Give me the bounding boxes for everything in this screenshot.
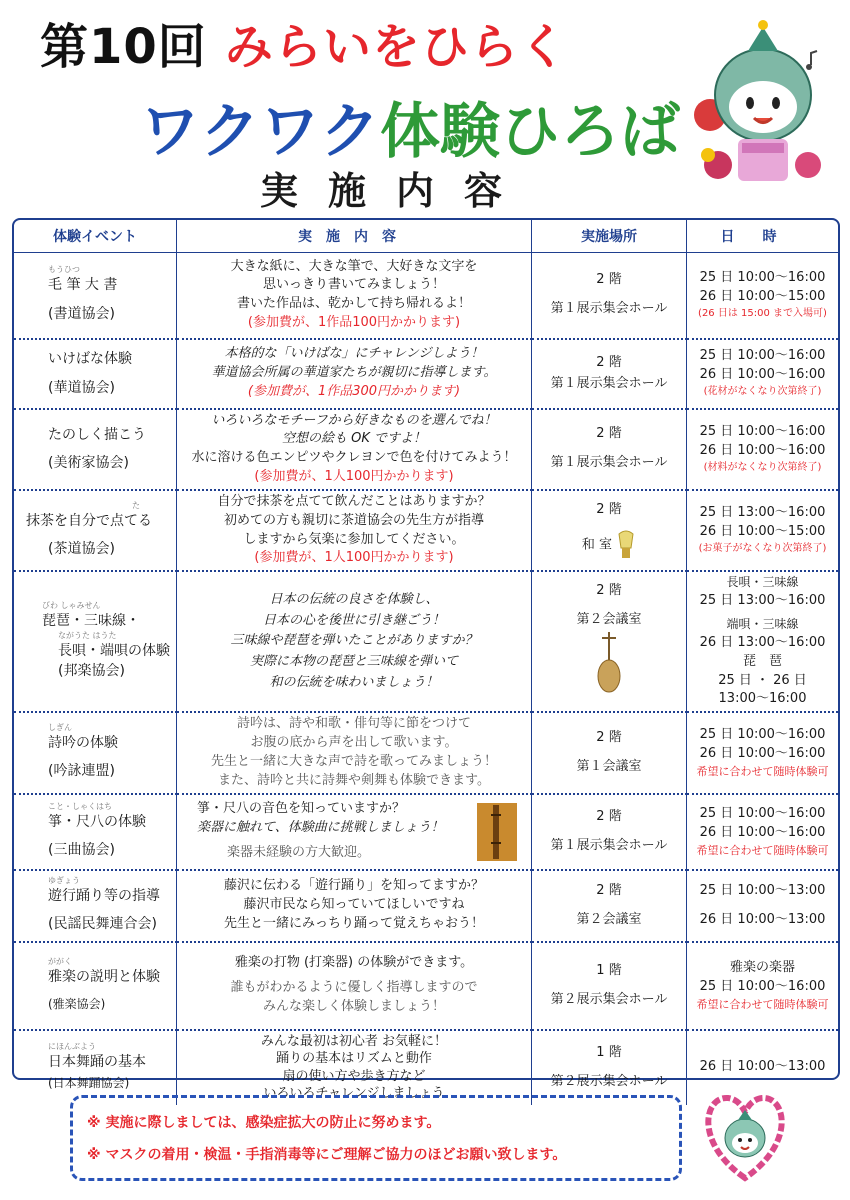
event-ruby: にほんぶよう [48,1042,96,1052]
venue-cell [532,571,687,712]
content-line: 書いた作品は、乾かして持ち帰れるよ！ [236,296,471,312]
content-line: 踊りの基本はリズムと動作 [276,1051,432,1067]
venue-floor: 2 階 [596,808,622,824]
content-line: 和の伝統を味わいましょう！ [269,674,439,690]
table-row [14,870,838,942]
event-name: 遊行踊り等の指導 [48,887,160,904]
venue-cell [532,490,687,571]
content-line: 藤沢に伝わる「遊行踊り」を知ってますか？ [223,878,484,894]
venue-room: 第２会議室 [576,911,642,927]
column-header-venue: 実施場所 [532,220,687,253]
schedule-line: 長唄・三味線 [726,575,799,590]
date-line: 26 日 10:00〜16:00 [699,442,826,458]
date-line: 25 日 10:00〜16:00 [699,424,826,440]
page-subtitle: 実施内容 [260,169,533,213]
content-line: 華道協会所属の華道家たちが親切に指導します。 [211,365,497,381]
event-organizer: (雅楽協会) [48,996,106,1011]
event-organizer: (吟詠連盟) [48,763,115,780]
schedule-line: 雅楽の楽器 [729,959,795,975]
content-line: みんな最初は初心者 お気軽に！ [260,1033,448,1049]
event-organizer: (茶道協会) [48,541,115,558]
main-title-green: 体験ひろば [380,97,680,167]
schedule-line: 13:00〜16:00 [718,691,807,707]
event-cell [14,490,177,571]
event-cell [14,339,177,409]
content-line: 先生と一緒にみっちり踊って覚えちゃおう！ [223,916,484,932]
venue-room-label: 和 室 [581,537,612,553]
event-organizer: (美術家協会) [48,455,129,472]
event-name: 抹茶を自分で点てる [26,512,152,529]
main-title [140,84,680,170]
content-line: 楽器に触れて、体験曲に挑戦しましょう！ [197,820,444,836]
date-line: 26 日 10:00〜16:00 [699,367,826,383]
event-name: 日本舞踊の基本 [48,1054,146,1071]
content-cell [177,253,532,339]
date-note: (花材がなくなり次第終了) [703,386,822,398]
date-line: 25 日 10:00〜16:00 [699,805,826,821]
page-header [0,0,850,215]
content-line: お腹の底から声を出して歌います。 [250,735,458,751]
date-line: 26 日 10:00〜15:00 [699,524,826,540]
event-name: いけばな体験 [48,351,132,368]
content-line: いろいろチャレンジしましょう [263,1086,445,1102]
venue-cell [532,339,687,409]
event-name: たのしく描こう [48,426,146,443]
content-line: 扇の使い方や歩き方など [282,1068,426,1084]
tagline: みらいをひらく [224,19,568,75]
event-cell [14,409,177,490]
table-row [14,253,838,339]
content-line: 大きな紙に、大きな筆で、大好きな文字を [230,258,478,274]
date-note: (材料がなくなり次第終了) [703,461,822,473]
venue-cell [532,942,687,1030]
schedule-line: 25 日 ・ 26 日 [718,672,807,688]
notice-line-2: ※ マスクの着用・検温・手指消毒等にご理解ご協力のほどお願い致します。 [87,1147,567,1163]
content-line: 空想の絵も OK ですよ！ [281,431,427,447]
datetime-cell [687,870,839,942]
venue-room: 第２展示集会ホール [550,1073,668,1089]
event-ruby: しぎん [48,723,72,733]
event-ruby: びわ しゃみせん [42,601,101,611]
date-line: 25 日 10:00〜16:00 [699,348,826,364]
venue-room: 第１展示集会ホール [550,375,668,391]
datetime-cell [687,490,839,571]
event-ruby: こと・しゃくはち [48,801,112,811]
content-line: 藤沢市民なら知っていてほしいですね [243,897,465,913]
date-line: 26 日 10:00〜16:00 [699,745,826,761]
event-cell [14,712,177,793]
date-note: (26 日は 15:00 まで入場可) [698,307,827,319]
notice-box [70,1095,682,1181]
venue-floor: 2 階 [596,583,622,599]
event-organizer: (三曲協会) [48,842,115,859]
venue-room: 第１会議室 [576,758,642,774]
schedule-line: 25 日 10:00〜16:00 [699,978,826,994]
event-ruby: もうひつ [48,265,80,275]
content-cell [177,571,532,712]
event-organizer: (日本舞踊協会) [48,1075,130,1090]
venue-floor: 1 階 [596,962,622,978]
fee-note: (参加費が、1作品300円かかります) [247,383,461,399]
content-line: 水に溶ける色エンピツやクレヨンで色を付けてみよう！ [191,450,517,466]
datetime-cell [687,339,839,409]
event-cell [14,942,177,1030]
table-row [14,571,838,712]
event-cell [14,253,177,339]
notice-line-1: ※ 実施に際しましては、感染症拡大の防止に努めます。 [87,1115,441,1131]
event-name: 箏・尺八の体験 [48,813,146,830]
venue-room: 第２展示集会ホール [550,991,668,1007]
venue-cell [532,253,687,339]
content-line: 楽器未経験の方大歓迎。 [227,845,371,861]
content-cell [177,1030,532,1105]
content-cell [177,339,532,409]
venue-floor: 1 階 [596,1044,622,1060]
fee-note: (参加費が、1人100円かかります) [254,469,454,485]
date-line: 25 日 10:00〜16:00 [699,270,826,286]
event-cell [14,870,177,942]
column-header-content: 実施内容 [177,220,532,253]
main-title-blue: ワクワク [140,97,380,167]
venue-floor: 2 階 [596,882,622,898]
datetime-cell [687,571,839,712]
content-line: 詩吟は、詩や和歌・俳句等に節をつけて [236,716,471,732]
chasen-whisk-icon [616,530,636,560]
venue-cell [532,712,687,793]
content-line: いろいろなモチーフから好きなものを選んでね！ [211,412,497,428]
content-line: みんな楽しく体験しましょう！ [262,999,445,1015]
content-line: 箏・尺八の音色を知っていますか？ [197,801,406,817]
table-row [14,794,838,870]
event-organizer: (邦楽協会) [58,662,125,679]
event-organizer: (民謡民舞連合会) [48,916,157,933]
date-note: (お菓子がなくなり次第終了) [698,543,827,555]
content-cell [177,942,532,1030]
datetime-cell [687,253,839,339]
content-cell [177,409,532,490]
datetime-cell [687,409,839,490]
event-name: 琵琶・三味線・ [42,613,140,630]
content-line: 三味線や琵琶を弾いたことがありますか？ [230,633,478,649]
event-edition-title [40,8,568,77]
schedule-line: 26 日 13:00〜16:00 [699,634,826,650]
venue-room: 第２会議室 [576,612,642,628]
event-ruby-2: ながうた はうた [58,630,117,640]
venue-floor: 2 階 [596,730,622,746]
event-name-2: 長唄・端唄の体験 [58,642,170,659]
date-line: 25 日 10:00〜13:00 [699,882,826,898]
venue-cell [532,870,687,942]
venue-room: 第１展示集会ホール [550,837,668,853]
datetime-cell [687,942,839,1030]
event-cell [14,571,177,712]
table-row [14,339,838,409]
datetime-cell [687,712,839,793]
column-header-event: 体験イベント [14,220,177,253]
event-ruby: ゆぎょう [48,875,80,885]
table-row [14,490,838,571]
heart-mascot-icon [702,1088,788,1184]
event-name: 毛 筆 大 書 [48,277,118,294]
content-line: 初めての方も親切に茶道協会の先生方が指導 [223,512,484,528]
event-ruby: た [132,500,140,510]
content-line: 日本の伝統の良さを体験し、 [269,591,439,607]
venue-room: 第１展示集会ホール [550,301,668,317]
schedule-line: 琵 琶 [742,653,782,669]
shakuhachi-flute-icon [477,803,517,861]
venue-cell [532,794,687,870]
content-line: 本格的な「いけばな」にチャレンジしよう！ [224,346,484,362]
date-note: 希望に合わせて随時体験可 [696,764,829,778]
table-row [14,712,838,793]
venue-room [536,530,682,560]
event-cell [14,794,177,870]
column-header-datetime: 日時 [687,220,839,253]
date-line: 25 日 13:00〜16:00 [699,505,826,521]
event-name: 詩吟の体験 [48,735,118,752]
venue-room: 第１展示集会ホール [550,455,668,471]
biwa-lute-icon [594,630,624,694]
date-line: 26 日 10:00〜13:00 [699,911,826,927]
date-line: 25 日 10:00〜16:00 [699,727,826,743]
mascot-character-icon [688,15,828,190]
table-row [14,942,838,1030]
schedule-line: 端唄・三味線 [726,617,799,632]
content-cell [177,490,532,571]
content-line: しますから気楽に参加してください。 [243,531,465,547]
content-line: 思いっきり書いてみましょう！ [262,277,445,293]
schedule-line: 25 日 13:00〜16:00 [699,592,826,608]
edition-number: 第10回 [40,19,207,75]
event-cell [14,1030,177,1105]
content-line: 誰もがわかるように優しく指導しますので [230,980,478,996]
date-line: 26 日 10:00〜15:00 [699,289,826,304]
content-line: また、詩吟と共に詩舞や剣舞も体験できます。 [218,772,490,788]
fee-note: (参加費が、1人100円かかります) [254,550,454,566]
schedule-table [12,218,840,1102]
venue-floor: 2 階 [596,426,622,442]
event-organizer: (書道協会) [48,305,115,322]
table-header-row [14,220,838,253]
content-line: 雅楽の打物 (打楽器) の体験ができます。 [234,955,474,971]
date-note: 希望に合わせて随時体験可 [696,843,829,857]
fee-note: (参加費が、1作品100円かかります) [247,315,461,331]
content-cell [177,794,532,870]
venue-floor: 2 階 [596,354,622,370]
date-note: 希望に合わせて随時体験可 [696,997,829,1011]
event-name: 雅楽の説明と体験 [48,969,160,986]
event-organizer: (華道協会) [48,379,115,396]
event-ruby: ががく [48,957,72,967]
venue-cell [532,1030,687,1105]
content-cell [177,870,532,942]
venue-floor: 2 階 [596,502,622,518]
venue-cell [532,409,687,490]
content-cell [177,712,532,793]
content-line: 実際に本物の琵琶と三味線を弾いて [249,654,458,670]
content-line: 先生と一緒に大きな声で詩を歌ってみましょう！ [210,753,497,769]
content-line: 自分で抹茶を点てて飲んだことはありますか？ [217,493,491,509]
venue-floor: 2 階 [596,272,622,288]
datetime-cell [687,794,839,870]
date-line: 26 日 10:00〜16:00 [699,824,826,840]
table-row [14,409,838,490]
date-line: 26 日 10:00〜13:00 [699,1059,826,1075]
content-line: 日本の心を後世に引き継ごう！ [262,612,445,628]
